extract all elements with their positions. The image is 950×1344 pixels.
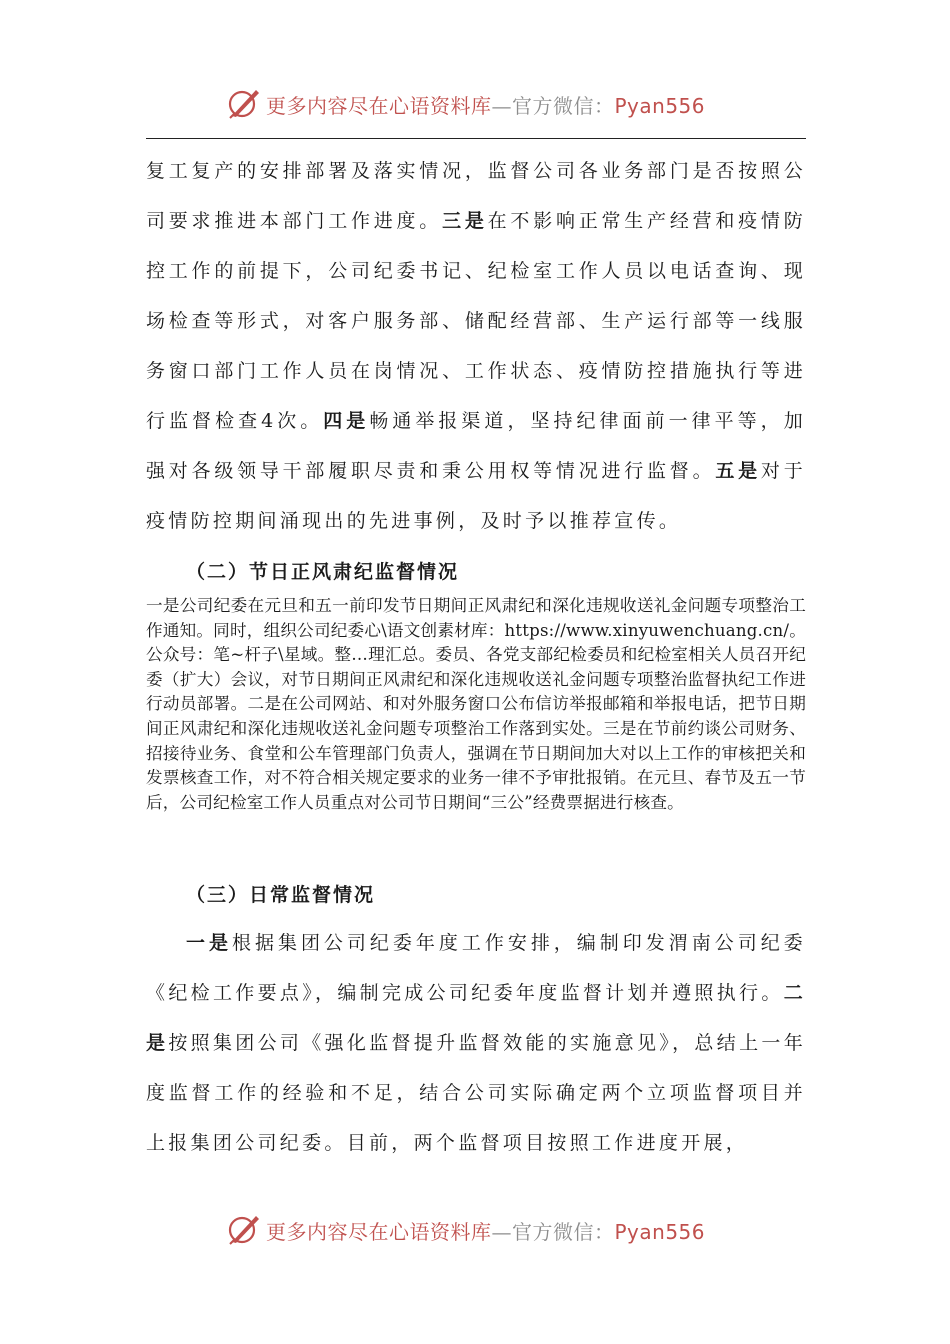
s3-marker-1: 一是 bbox=[186, 932, 232, 954]
header-banner bbox=[0, 84, 950, 124]
s3-text-2: 按照集团公司《强化监督提升监督效能的实施意见》，总结上一年度监督工作的经验和不足，结合公司实际确定两个立项监督项目并上报集团公司纪委。目前，两个监督项目按照工作进度开展， bbox=[146, 1032, 806, 1154]
header-rule bbox=[146, 138, 806, 139]
section3-heading: （三）日常监督情况 bbox=[186, 884, 376, 906]
s1-marker-4: 四是 bbox=[323, 410, 370, 432]
s1-text-4: 对于疫情防控期间涌现出的先进事例，及时予以推荐宣传。 bbox=[146, 460, 806, 532]
s1-text-1: 复工复产的安排部署及落实情况，监督公司各业务部门是否按照公司要求推进本部门工作进度。 bbox=[146, 160, 806, 232]
banner-wechat-label: 官方微信： bbox=[512, 94, 615, 118]
quill-pen-logo-icon bbox=[226, 86, 262, 120]
banner-text bbox=[266, 1216, 705, 1245]
section3-paragraph bbox=[146, 918, 806, 1168]
banner-text bbox=[266, 90, 705, 119]
banner-brand: 更多内容尽在心语资料库 bbox=[266, 1220, 492, 1244]
s1-marker-3: 三是 bbox=[442, 210, 488, 232]
quill-pen-logo-icon bbox=[226, 1212, 262, 1246]
s3-text-1: 根据集团公司纪委年度工作安排，编制印发渭南公司纪委《纪检工作要点》，编制完成公司纪委年度监督计划并遵照执行。 bbox=[146, 932, 806, 1004]
banner-wechat-label: 官方微信： bbox=[512, 1220, 615, 1244]
footer-banner bbox=[0, 1210, 950, 1250]
banner-dash: — bbox=[491, 1220, 512, 1244]
s3-marker-2: 二是 bbox=[146, 982, 806, 1054]
banner-wechat-id: Pyan556 bbox=[614, 94, 706, 118]
banner-brand: 更多内容尽在心语资料库 bbox=[266, 94, 492, 118]
section1-paragraph bbox=[146, 146, 806, 546]
banner-dash: — bbox=[491, 94, 512, 118]
section2-heading: （二）节日正风肃纪监督情况 bbox=[186, 561, 460, 583]
banner-wechat-id: Pyan556 bbox=[614, 1220, 706, 1244]
section2-paragraph: 一是公司纪委在元旦和五一前印发节日期间正风肃纪和深化违规收送礼金问题专项整治工作通知。同时，组织公司纪委心\语文创素材库：https://www.xinyuwenchuang.cn/。公众号：笔~杆子\星域。整…理汇总。委员、各党支部纪检委员和纪检室相关人员召开纪委（扩大）会议，对节日期间正风肃纪和深化违规收送礼金问题专项整治监督执纪工作进行动员部署。二是在公司网站、和对外服务窗口公布信访举报邮箱和举报电话，把节日期间正风肃纪和深化违规收送礼金问题专项整治工作落到实处。三是在节前约谈公司财务、招接待业务、食堂和公车管理部门负责人，强调在节日期间加大对以上工作的审核把关和发票核查工作，对不符合相关规定要求的业务一律不予审批报销。在元旦、春节及五一节后，公司纪检室工作人员重点对公司节日期间“三公”经费票据进行核查。 bbox=[146, 596, 806, 812]
s1-marker-5: 五是 bbox=[715, 460, 761, 482]
s1-text-3: 畅通举报渠道，坚持纪律面前一律平等，加强对各级领导干部履职尽责和秉公用权等情况进行监督。 bbox=[146, 410, 806, 482]
s1-text-2: 在不影响正常生产经营和疫情防控工作的前提下，公司纪委书记、纪检室工作人员以电话查询、现场检查等形式，对客户服务部、储配经营部、生产运行部等一线服务窗口部门工作人员在岗情况、工作状态、疫情防控措施执行等进行监督检查4次。 bbox=[146, 210, 807, 432]
